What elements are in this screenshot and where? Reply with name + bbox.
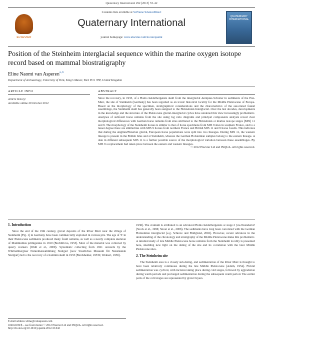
elsevier-tree-icon — [15, 14, 33, 34]
journal-reference: Quaternary International 292 (2013) 33–42 — [105, 1, 158, 5]
email-line[interactable]: E-mail address: eline@vanasperen.com — [8, 320, 53, 323]
article-info — [8, 89, 90, 105]
abstract-text: Since the recovery, in 1933, of a Homo heidelbergensis skull from the interglacial Antiquus-Schotter in sediments of the Enz-Murr, the site of Steinheim (Germany) has been regarded as an iconic historical locality for the Middle Pleistocene of Europe. Based on the morphology of the specimen, stratigraphical considerations and the characteristics of the associated faunal assemblage, the Steinheim skull has generally been assigned to the Holsteinian Interglacial. Over the last decades, developments in the knowledge and the structure of the Pleistocene glacial-interglacial cycles have rendered this view increasingly problematic. Analyses of subfossil horse remains from the site using log ratio diagrams and principal components analysis reveal clear morphological differences with German horse remains from sites attributed to the Holsteinian or marine isotope stages (MIS) 11 and 9. The morphology of the Steinheim horses is similar to that of horse specimens from MIS 9 sites in southern France, and to a lesser degree there are similarities with MIS 9 horses from northern France and British MIS 11 and 9 horse fossils. This indicates that during the Anglian/Elsterian glacial, European horse populations were split into two lineages. During MIS 11, the western lineage is present in the British Isles and at Steinheim, whereas the German Holsteinian samples belong to the eastern lineage. A date in different subsequent MIS 11 is a further possible source of the morphological variation between these assemblages. By MIS 9 a replacement had taken place between the eastern and western lineages. — [98, 96, 255, 146]
affiliation: Department of Archaeology, University of York, King's Manor, York YO1 7EP, United Kingdom — [8, 78, 123, 82]
article-history-label: Article history: — [8, 97, 27, 101]
homepage-link[interactable]: www.elsevier.com/locate/quaint — [123, 35, 163, 39]
copyright: © 2012 Elsevier Ltd and INQUA. All rights reserved. — [190, 145, 255, 150]
sciencedirect-link[interactable]: SciVerse ScienceDirect — [133, 10, 162, 14]
abstract-heading: ABSTRACT — [98, 89, 255, 95]
divider — [8, 86, 255, 87]
paragraph: 1936). The cranium is attributed to an advanced Homo heidelbergensis or stage 2 'pre-Neandertal' (Stock et al., 1996; Street et al., 2006). The sediments have long been correlated with the German Holsteinian interglacial (e.g. Schreve and Bridgland, 2002). However, recent advances in the understanding of the chronology and stratigraphy of the Middle Pleistocene make this problematic. A detailed study of late Middle Pleistocene horse remains from the Steinheim locality is presented here, shedding new light on the dating of the site and its correlation with the later Middle Pleistocene sites. — [136, 223, 255, 251]
abstract — [98, 89, 255, 150]
journal-title: Quaternary International — [77, 18, 186, 29]
paragraph: The Steinheim area is a closely sub-dating, and sedimentation of the River Murr is thought to have been relatively continuous during the late Middle Pleistocene (Adam, 1954). Fluvial sedimentation was cyclical, with incision taking place during cold stages, followed by aggradation during warm periods and prolonged sedimentation during the subsequent warm period. The earlier parts of the cold stages are represented by gravel layers. — [136, 260, 255, 280]
cover-label: QUATERNARY INTERNATIONAL — [229, 15, 249, 21]
paragraph: Since the end of the 19th century, gravel deposits of the River Murr near the village of Steinheim (Fig. 1) in Germany have been commercially exploited in various pits. The age of 'S' in their Pleistocene sediments produced many fossil remains, as well as a nearly complete skeleton of Mammuthus primigenius in 1910 (Bechthlova, 1953). Most of the material was collected by quarry workers (Wahl et al., 2009). Systematic collecting from 1921 onwards by the Württembergiser Naturaliensammlung Stuttgart (now Staatliches Museum für Naturkunde Stuttgart) led to the recovery of a hominin skull in 1933 (Berckhemer, 1933b; Weinert, 1936). — [8, 229, 126, 257]
divider — [8, 219, 255, 220]
issn-line: 1040-6182/$ – see front matter © 2012 Elsevier Ltd and INQUA. All rights reserved. — [8, 323, 104, 327]
doi-link[interactable]: http://dx.doi.org/10.1016/j.quaint.2012.10.042 — [8, 327, 60, 331]
publisher-name: ELSEVIER — [16, 35, 32, 39]
contents-prefix: Contents lists available at — [101, 10, 134, 14]
article-title: Position of the Steinheim interglacial sequence within the marine oxygen isotope record based on mammal biostratigraphy — [8, 50, 242, 67]
journal-homepage — [38, 35, 225, 39]
footnote — [8, 318, 126, 331]
available-online: Available online 20 October 2012 — [8, 101, 49, 105]
body-left-column — [8, 223, 126, 258]
homepage-prefix: journal homepage: — [100, 35, 124, 39]
author — [8, 70, 64, 78]
journal-header — [8, 7, 255, 47]
section-heading: 1. Introduction — [8, 223, 32, 227]
elsevier-logo — [11, 12, 37, 42]
author-marks[interactable]: a, b — [59, 70, 64, 74]
article-info-heading: ARTICLE INFO — [8, 89, 90, 95]
body-right-column — [136, 223, 255, 281]
section-heading: 2. The Steinheim site — [136, 254, 168, 258]
journal-cover-thumbnail — [226, 11, 252, 44]
contents-line — [38, 10, 225, 14]
author-name[interactable]: Eline Naomi van Asperen — [8, 72, 60, 78]
